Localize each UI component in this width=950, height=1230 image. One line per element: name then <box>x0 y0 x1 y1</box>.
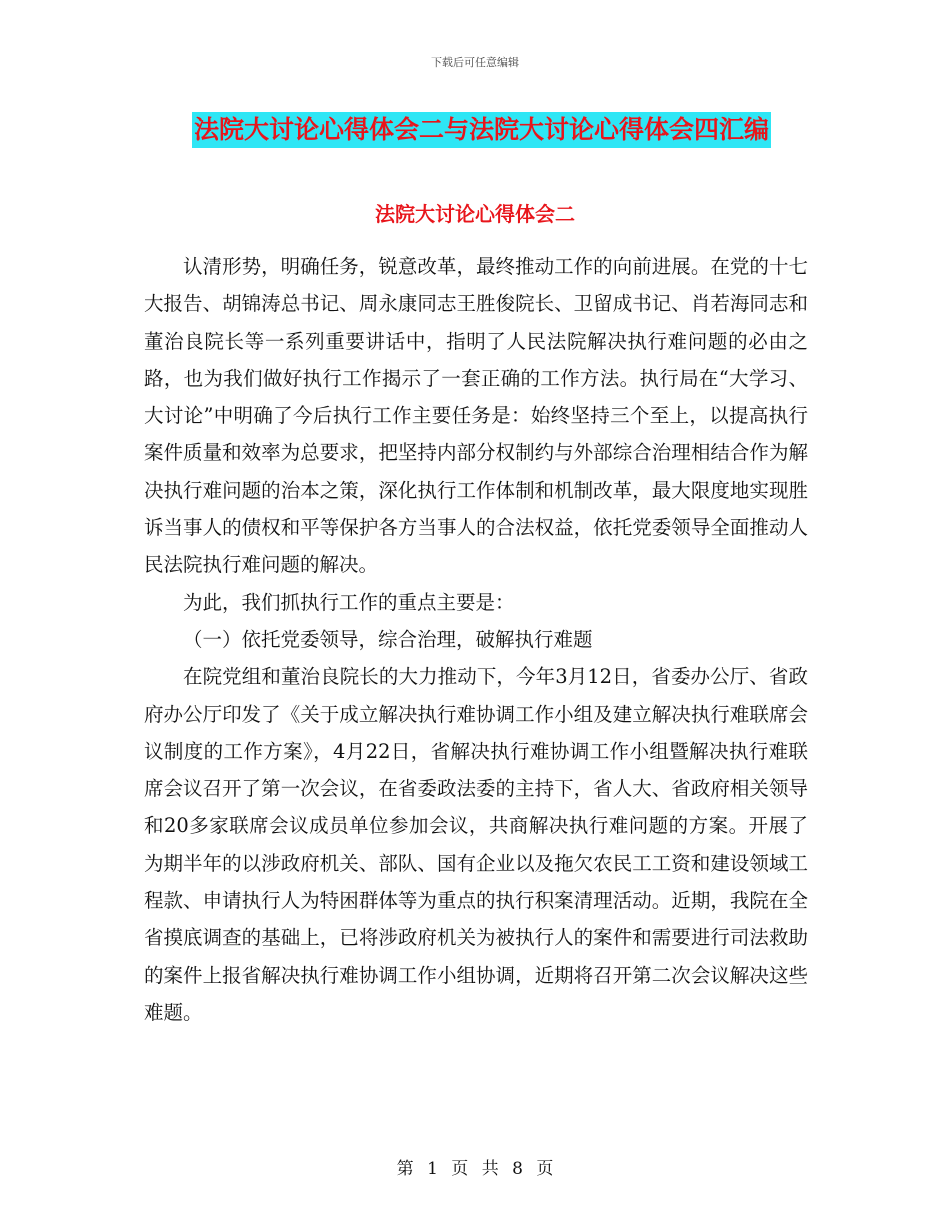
header-note: 下载后可任意编辑 <box>431 56 519 69</box>
footer-label: 第 <box>396 1159 414 1179</box>
paragraph: 在院党组和董治良院长的大力推动下，今年3月12日，省委办公厅、省政府办公厅印发了《关于成立解决执行难协调工作小组及建立解决执行难联席会议制度的工作方案》，4月22日，省解决执行难协调工作小组暨解决执行难联席会议召开了第一次会议，在省委政法委的主持下，省人大、省政府相关领导和20多家联席会议成员单位参加会议，共商解决执行难问题的方案。开展了为期半年的以涉政府机关、部队、国有企业以及拖欠农民工工资和建设领域工程款、申请执行人为特困群体等为重点的执行积案清理活动。近期，我院在全省摸底调查的基础上，已将涉政府机关为被执行人的案件和需要进行司法救助的案件上报省解决执行难协调工作小组协调，近期将召开第二次会议解决这些难题。 <box>144 665 808 1024</box>
footer-label: 页 <box>451 1159 469 1179</box>
document-title: 法院大讨论心得体会二与法院大讨论心得体会四汇编 <box>192 112 771 148</box>
paragraph: 认清形势，明确任务，锐意改革，最终推动工作的向前进展。在党的十七大报告、胡锦涛总书记、周永康同志王胜俊院长、卫留成书记、肖若海同志和董治良院长等一系列重要讲话中，指明了人民法院解决执行难问题的必由之路，也为我们做好执行工作揭示了一套正确的工作方法。执行局在“大学习、大讨论”中明确了今后执行工作主要任务是：始终坚持三个至上，以提高执行案件质量和效率为总要求，把坚持内部分权制约与外部综合治理相结合作为解决执行难问题的治本之策，深化执行工作体制和机制改革，最大限度地实现胜诉当事人的债权和平等保护各方当事人的合法权益，依托党委领导全面推动人民法院执行难问题的解决。 <box>144 255 808 577</box>
page-footer <box>0 1154 950 1179</box>
page-total: 8 <box>512 1159 523 1179</box>
footer-label: 共 <box>481 1159 499 1179</box>
footer-label: 页 <box>536 1159 554 1179</box>
section-title: 法院大讨论心得体会二 <box>375 202 575 226</box>
subheading: （一）依托党委领导，综合治理，破解执行难题 <box>183 627 593 651</box>
page-number: 1 <box>427 1159 438 1179</box>
document-body <box>144 248 808 1031</box>
paragraph: 为此，我们抓执行工作的重点主要是： <box>183 590 515 614</box>
